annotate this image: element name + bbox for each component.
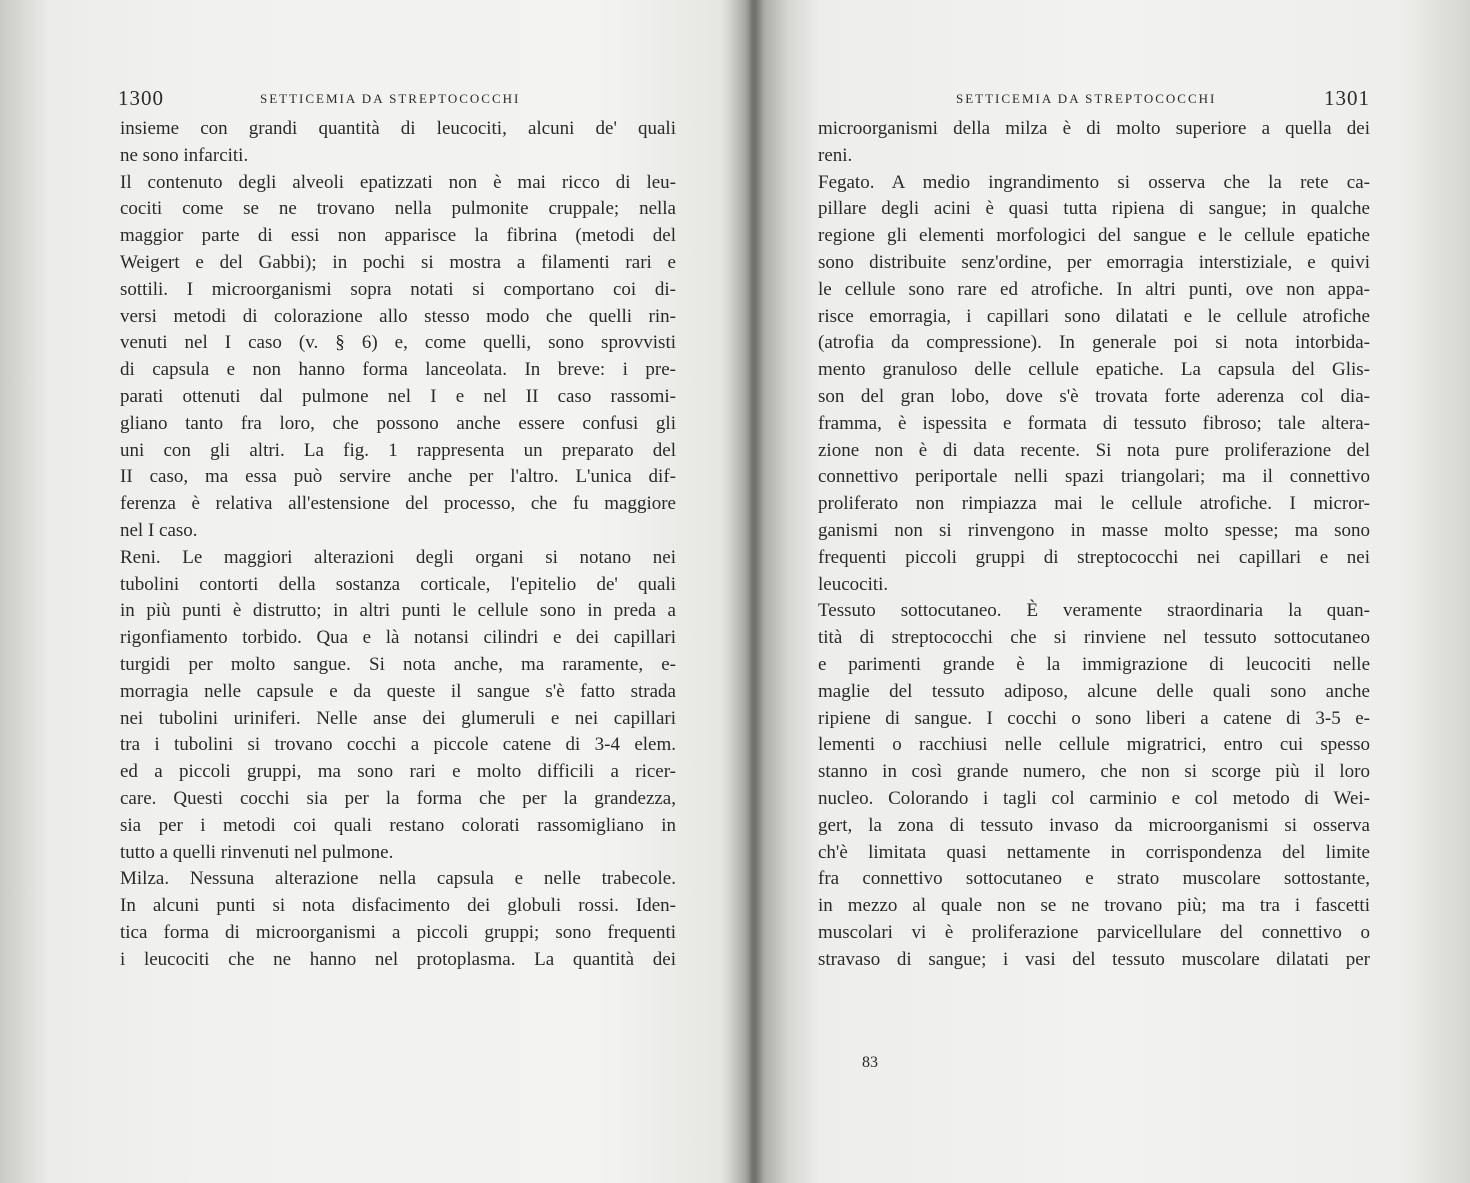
left-page-number: 1300 [118,86,164,110]
left-running-head: SETTICEMIA DA STREPTOCOCCHI [260,91,521,106]
right-running-head: SETTICEMIA DA STREPTOCOCCHI [956,91,1217,106]
text-line: turgidi per molto sangue. Si nota anche, ma raramente, e- [120,653,676,675]
text-line: microorganismi della milza è di molto superiore a quella dei [818,118,1370,139]
text-line: in più punti è distrutto; in altri punti le cellule sono in preda a [120,600,676,622]
signature-folio: 83 [862,1054,878,1071]
text-line: versi metodi di colorazione allo stesso modo che quelli rin- [120,305,676,327]
text-line: risce emorragia, i capillari sono dilatati e le cellule atrofiche [818,305,1370,327]
text-line: tra i tubolini si trovano cocchi a piccole catene di 3-4 elem. [120,734,676,756]
text-line: Fegato. A medio ingrandimento si osserva che la rete ca- [818,171,1370,193]
text-line: i leucociti che ne hanno nel protoplasma. La quantità dei [120,948,676,970]
text-line: Il contenuto degli alveoli epatizzati non è mai ricco di leu- [120,171,676,193]
text-line: sia per i metodi coi quali restano colorati rassomigliano in [120,814,676,836]
text-line: (atrofia da compressione). In generale poi si nota intorbida- [818,332,1370,354]
right-page-number: 1301 [1324,86,1370,110]
text-line: son del gran lobo, dove s'è trovata forte aderenza col dia- [818,385,1370,407]
text-line: nucleo. Colorando i tagli col carminio e col metodo di Wei- [818,787,1370,809]
text-line: gliano tanto fra loro, che possono anche essere confusi gli [120,412,676,434]
text-line: regione gli elementi morfologici del sangue e le cellule epatiche [818,225,1370,247]
text-line: e parimenti grande è la immigrazione di leucociti nelle [818,653,1370,675]
text-line: mento granuloso delle cellule epatiche. La capsula del Glis- [818,359,1370,381]
text-line: reni. [818,144,853,166]
text-line: ganismi non si rinvengono in masse molto spesse; ma sono [818,519,1370,541]
text-line: fra connettivo sottocutaneo e strato muscolare sottostante, [818,868,1370,890]
text-line: Milza. Nessuna alterazione nella capsula e nelle trabecole. [120,868,676,890]
left-header [118,86,676,108]
gutter-shadow [728,0,788,1183]
text-line: zione non è di data recente. Si nota pure proliferazione del [818,439,1370,461]
text-line: uni con gli altri. La fig. 1 rappresenta un preparato del [120,439,676,461]
text-line: rigonfiamento torbido. Qua e là notansi cilindri e dei capillari [120,627,676,649]
text-line: Reni. Le maggiori alterazioni degli organi si notano nei [120,546,676,568]
text-line: stanno in così grande numero, che non si scorge più il loro [818,761,1370,783]
text-line: stravaso di sangue; i vasi del tessuto muscolare dilatati per [818,948,1370,970]
text-line: insieme con grandi quantità di leucociti, alcuni de' quali [120,118,676,139]
text-line: pillare degli acini è quasi tutta ripiena di sangue; in qualche [818,198,1370,220]
text-line: tutto a quelli rinvenuti nel pulmone. [120,841,394,863]
text-line: tica forma di microorganismi a piccoli gruppi; sono frequenti [120,921,676,943]
text-line: parati ottenuti dal pulmone nel I e nel II caso rassomi- [120,385,676,407]
left-body-text [120,116,676,974]
text-line: care. Questi cocchi sia per la forma che per la grandezza, [120,787,676,809]
text-line: Weigert e del Gabbi); in pochi si mostra a filamenti rari e [120,251,676,273]
right-body-text [818,116,1370,974]
text-line: ed a piccoli gruppi, ma sono rari e molto difficili a ricer- [120,761,676,783]
text-line: maggior parte di essi non apparisce la fibrina (metodi del [120,225,676,247]
text-line: in mezzo al quale non se ne trovano più; ma tra i fascetti [818,895,1370,917]
text-line: nei tubolini uriniferi. Nelle anse dei glumeruli e nei capillari [120,707,676,729]
text-line: le cellule sono rare ed atrofiche. In altri punti, ove non appa- [818,278,1370,300]
text-line: cociti come se ne trovano nella pulmonite cruppale; nella [120,198,676,220]
text-line: sono distribuite senz'ordine, per emorragia interstiziale, e quivi [818,251,1370,273]
text-line: leucociti. [818,573,889,595]
text-line: connettivo periportale nelli spazi triangolari; ma il connettivo [818,466,1370,488]
text-line: II caso, ma essa può servire anche per l'altro. L'unica dif- [120,466,676,488]
text-line: In alcuni punti si nota disfacimento dei globuli rossi. Iden- [120,895,676,917]
text-line: ferenza è relativa all'estensione del processo, che fu maggiore [120,493,676,515]
text-line: proliferato non rimpiazza mai le cellule atrofiche. I micror- [818,493,1370,515]
text-line: ne sono infarciti. [120,144,249,166]
text-line: morragia nelle capsule e da queste il sangue s'è fatto strada [120,680,676,702]
text-line: lementi o racchiusi nelle cellule migratrici, entro cui spesso [818,734,1370,756]
text-line: gert, la zona di tessuto invaso da microorganismi si osserva [818,814,1370,836]
text-line: Tessuto sottocutaneo. È veramente straordinaria la quan- [818,600,1370,622]
text-line: tità di streptococchi che si rinviene nel tessuto sottocutaneo [818,627,1370,649]
text-line: tubolini contorti della sostanza corticale, l'epitelio de' quali [120,573,676,595]
text-line: ch'è limitata quasi nettamente in corrispondenza del limite [818,841,1370,863]
text-line: sottili. I microorganismi sopra notati si comportano coi di- [120,278,676,300]
text-line: venuti nel I caso (v. § 6) e, come quelli, sono sprovvisti [120,332,676,354]
text-line: nel I caso. [120,519,198,541]
right-header [810,86,1370,108]
text-line: di capsula e non hanno forma lanceolata. In breve: i pre- [120,359,676,381]
text-line: frequenti piccoli gruppi di streptococchi nei capillari e nei [818,546,1370,568]
text-line: framma, è ispessita e formata di tessuto fibroso; tale altera- [818,412,1370,434]
text-line: muscolari vi è proliferazione parvicellulare del connettivo o [818,921,1370,943]
text-line: ripiene di sangue. I cocchi o sono liberi a catene di 3-5 e- [818,707,1370,729]
text-line: maglie del tessuto adiposo, alcune delle quali sono anche [818,680,1370,702]
